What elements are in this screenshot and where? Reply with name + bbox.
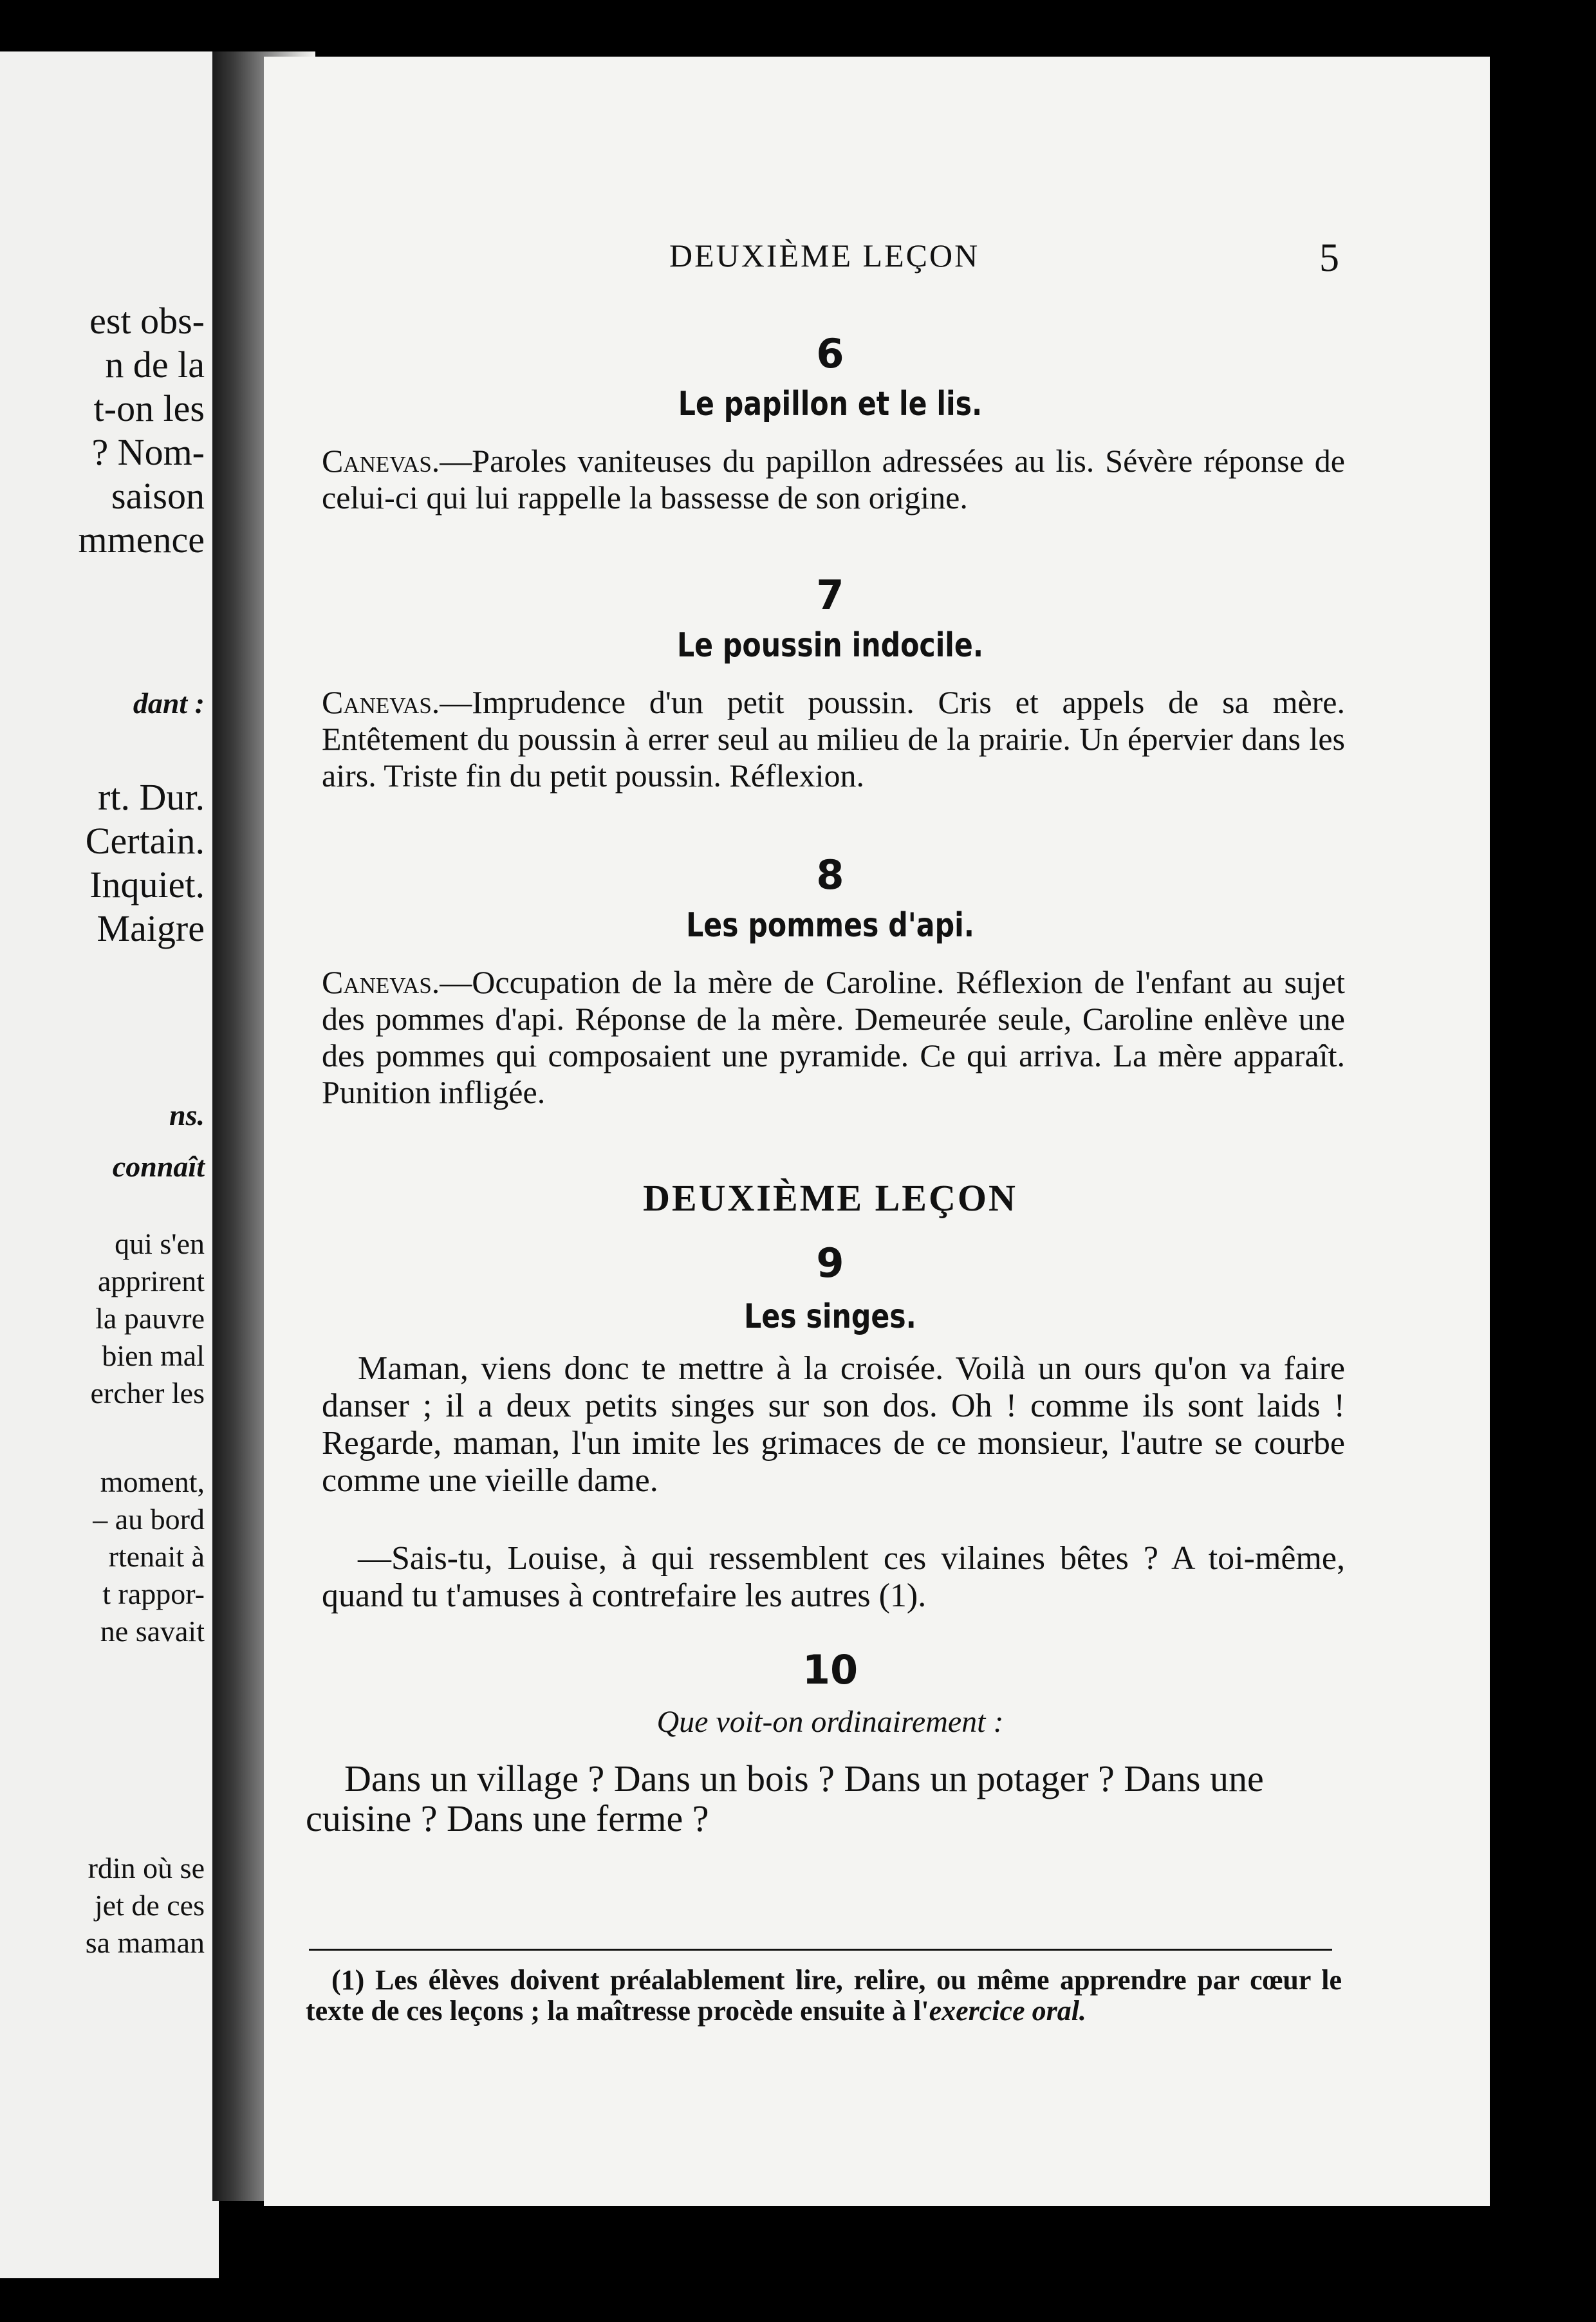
left-line: ercher les — [90, 1377, 205, 1409]
section-text — [322, 964, 1345, 1111]
section-number: 6 — [816, 330, 844, 377]
left-line: qui s'en — [115, 1227, 205, 1260]
exercise-text: Dans un village ? Dans un bois ? Dans un potager ? Dans une cuisine ? Dans une ferme ? — [306, 1758, 1264, 1839]
section-number: 8 — [816, 851, 844, 898]
left-line: rt. Dur. — [98, 776, 205, 818]
left-line: mmence — [78, 519, 205, 561]
left-line: apprirent — [97, 1265, 205, 1297]
left-line: jet de ces — [94, 1889, 205, 1922]
footnote — [306, 1965, 1342, 2027]
canevas-label: Canevas. — [322, 443, 440, 479]
section-text — [322, 443, 1345, 516]
left-line: t-on les — [93, 387, 205, 429]
left-line: saison — [111, 475, 205, 517]
left-line: la pauvre — [95, 1302, 205, 1335]
right-page — [264, 57, 1490, 2206]
left-line: bien mal — [102, 1339, 205, 1372]
page-number: 5 — [1319, 236, 1339, 280]
left-line: Maigre — [97, 907, 205, 949]
exercise-prompt: Que voit-on ordinairement : — [656, 1705, 1004, 1739]
canevas-text: —Imprudence d'un petit poussin. Cris et appels de sa mère. Entêtement du poussin à errer seul au milieu de la prairie. Un épervier dans les airs. Triste fin du petit poussin. Réflexion. — [322, 684, 1345, 794]
footnote-rule — [309, 1949, 1332, 1951]
left-line: ne savait — [100, 1615, 205, 1648]
lesson-heading: DEUXIÈME LEÇON — [643, 1177, 1017, 1219]
section-number: 9 — [816, 1240, 844, 1286]
lesson-paragraph: Maman, viens donc te mettre à la croisée. Voilà un ours qu'on va faire danser ; il a deux petits singes sur son dos. Oh ! comme ils sont laids ! Regarde, maman, l'un imite les grimaces de ce monsieur, l'autre se courbe comme une vieille dame. — [322, 1350, 1345, 1499]
left-line: t rappor- — [102, 1577, 205, 1610]
footnote-italic: exercice oral. — [929, 1995, 1086, 2027]
section-title: Le papillon et le lis. — [678, 385, 983, 423]
left-line: connaît — [112, 1150, 205, 1183]
canevas-label: Canevas. — [322, 964, 440, 1000]
left-line: Inquiet. — [89, 864, 205, 906]
canevas-text: —Paroles vaniteuses du papillon adressées au lis. Sévère réponse de celui-ci qui lui rappelle la bassesse de son origine. — [322, 443, 1345, 515]
left-line: Certain. — [85, 820, 205, 862]
left-line: ? Nom- — [91, 431, 205, 473]
section-title: Les pommes d'api. — [686, 906, 974, 945]
section-title: Les singes. — [744, 1297, 916, 1336]
running-head: DEUXIÈME LEÇON — [669, 237, 980, 274]
left-line: dant : — [133, 687, 205, 720]
left-line: rtenait à — [108, 1540, 205, 1573]
left-facing-page — [0, 51, 219, 2278]
left-line: rdin où se — [88, 1852, 205, 1884]
left-line: moment, — [100, 1465, 205, 1498]
canevas-text: —Occupation de la mère de Caroline. Réflexion de l'enfant au sujet des pommes d'api. Réponse de la mère. Demeurée seule, Caroline enlève une des pommes qui composaient une pyramide. Ce qui arriva. La mère apparaît. Punition infligée. — [322, 964, 1345, 1110]
left-line: n de la — [105, 344, 205, 385]
footnote-text: (1) Les élèves doivent préalablement lire, relire, ou même apprendre par cœur le texte de ces leçons ; la maîtresse procède ensuite à l' — [306, 1964, 1342, 2027]
section-text — [322, 684, 1345, 794]
lesson-paragraph: —Sais-tu, Louise, à qui ressemblent ces vilaines bêtes ? A toi-même, quand tu t'amuses à contrefaire les autres (1). — [322, 1540, 1345, 1614]
canevas-label: Canevas. — [322, 684, 440, 720]
left-line: ns. — [169, 1099, 205, 1131]
left-line: est obs- — [89, 300, 205, 342]
section-number: 10 — [802, 1646, 858, 1693]
left-line: – au bord — [93, 1503, 205, 1536]
section-title: Le poussin indocile. — [676, 626, 984, 665]
section-number: 7 — [816, 571, 844, 618]
left-line: sa maman — [85, 1926, 205, 1959]
